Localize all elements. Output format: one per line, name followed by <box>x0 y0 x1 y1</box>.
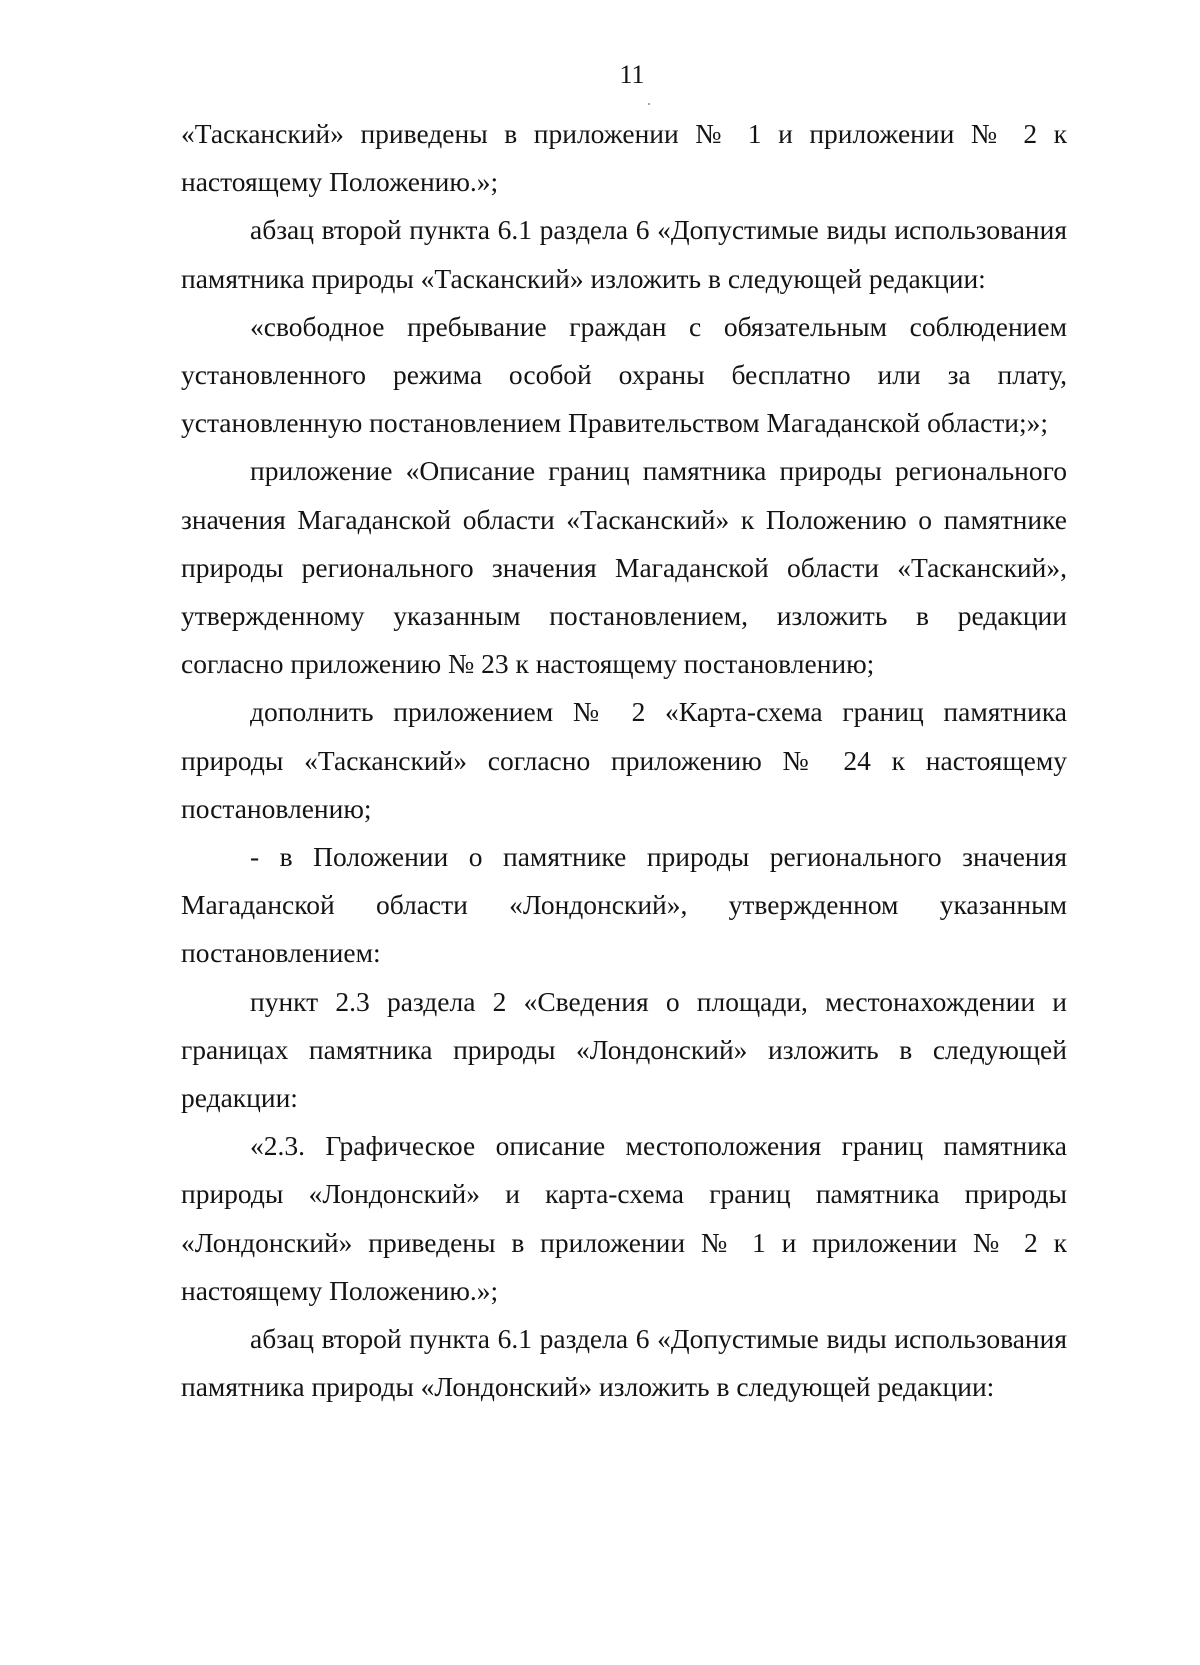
paragraph-appendix-description: приложение «Описание границ памятника природы регионального значения Магаданской области «Тасканский» к Положению о памятнике природы регионального значения Магаданской области «Тасканский», утвержденному указанным постановлением, изложить в редакции согласно приложению № 23 к настоящему постановлению; <box>181 455 1067 680</box>
paragraph-abzac-6-1-taskanskiy: абзац второй пункта 6.1 раздела 6 «Допустимые виды использования памятника природы «Тасканский» изложить в следующей редакции: <box>181 214 1067 294</box>
paragraph-londonskiy-regulation: - в Положении о памятнике природы регионального значения Магаданской области «Лондонский», утвержденном указанным постановлением: <box>181 841 1067 969</box>
paragraph-free-stay-quote: «свободное пребывание граждан с обязательным соблюдением установленного режима особой охраны бесплатно или за плату, установленную постановлением Правительством Магаданской области;»; <box>181 310 1067 439</box>
document-body <box>181 110 1067 1411</box>
paragraph-abzac-6-1-londonskiy: абзац второй пункта 6.1 раздела 6 «Допустимые виды использования памятника природы «Лондонский» изложить в следующей редакции: <box>181 1323 1067 1403</box>
page-number: 11 <box>619 60 645 89</box>
paragraph-add-appendix-2: дополнить приложением № 2 «Карта-схема границ памятника природы «Тасканский» согласно приложению № 24 к настоящему постановлению; <box>181 696 1067 824</box>
scan-speck <box>648 103 650 105</box>
paragraph-continuation-tasksanskiy: «Тасканский» приведены в приложении № 1 и приложении № 2 к настоящему Положению.»; <box>181 118 1067 198</box>
paragraph-graphic-description-quote: «2.3. Графическое описание местоположения границ памятника природы «Лондонский» и карта-схема границ памятника природы «Лондонский» приведены в приложении № 1 и приложении № 2 к настоящему Положению.»; <box>181 1130 1067 1306</box>
paragraph-clause-2-3: пункт 2.3 раздела 2 «Сведения о площади, местонахождении и границах памятника природы «Лондонский» изложить в следующей редакции: <box>181 985 1067 1114</box>
